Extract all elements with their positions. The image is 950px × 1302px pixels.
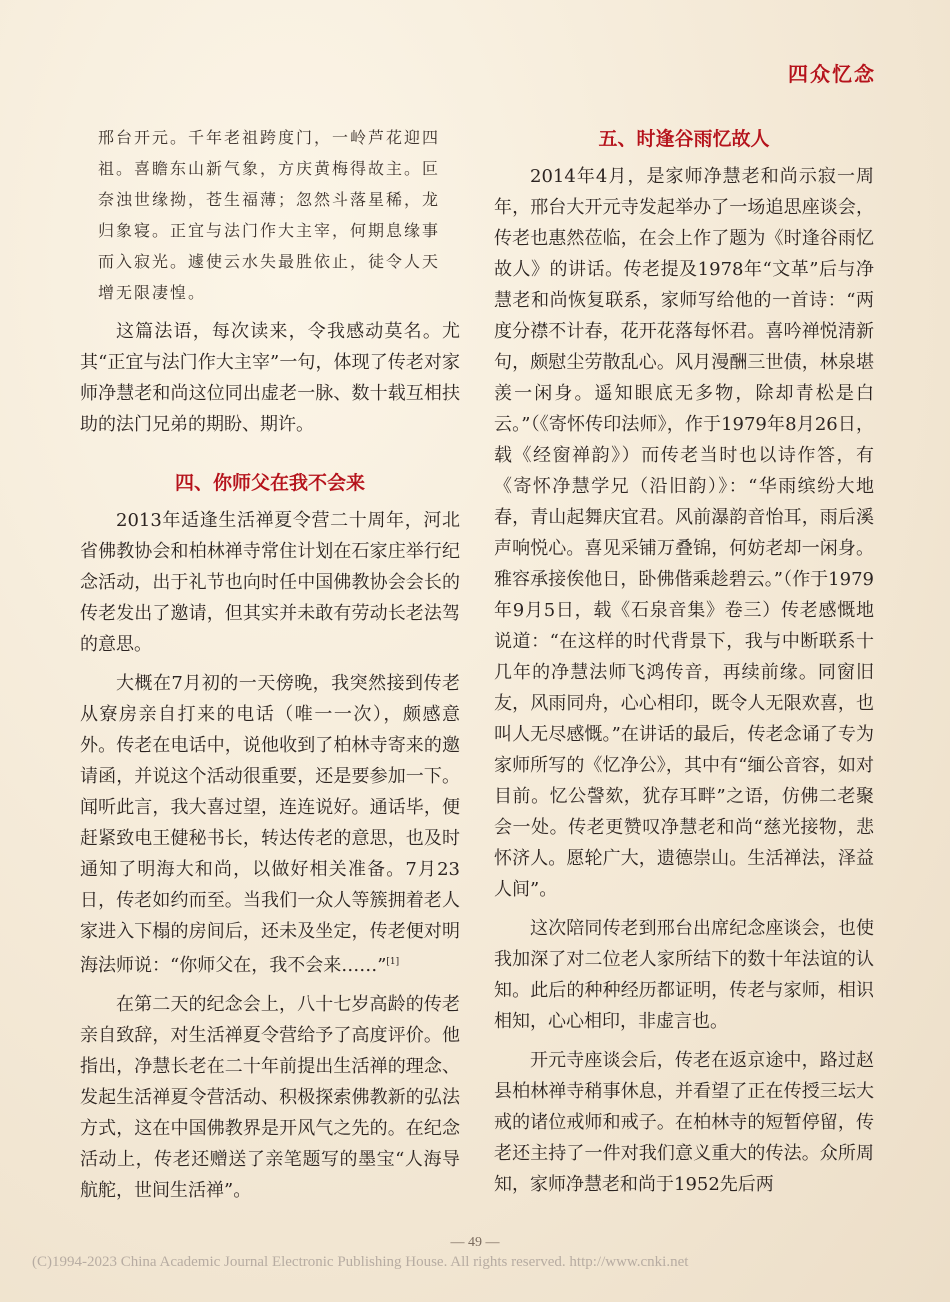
footnote-ref[interactable]: [1] [386, 957, 400, 967]
copyright-notice: (C)1994-2023 China Academic Journal Electronic Publishing House. All rights reserved. http://www.cnki.net [32, 1254, 689, 1270]
paragraph: 2014年4月，是家师净慧老和尚示寂一周年，邢台大开元寺发起举办了一场追思座谈会，传老也惠然莅临，在会上作了题为《时逢谷雨忆故人》的讲话。传老提及1978年“文革”后与净慧老和尚恢复联系，家师写给他的一首诗：“两度分襟不计春，花开花落每怀君。喜吟禅悦清新句，颇慰尘劳散乱心。风月漫酬三世债，林泉堪羡一闲身。遥知眼底无多物，除却青松是白云。”（《寄怀传印法师》，作于1979年8月26日，载《经窗禅韵》）而传老当时也以诗作答，有《寄怀净慧学兄（沿旧韵）》：“华雨缤纷大地春，青山起舞庆宜君。风前瀑韵音怡耳，雨后溪声响悦心。喜见采铺万叠锦，何妨老却一闲身。雅容承接俟他日，卧佛偕乘趁碧云。”（作于1979年9月5日，载《石泉音集》卷三）传老感慨地说道：“在这样的时代背景下，我与中断联系十几年的净慧法师飞鸿传音，再续前缘。同窗旧友，风雨同舟，心心相印，既令人无限欢喜，也叫人无尽感慨。”在讲话的最后，传老念诵了专为家师所写的《忆净公》，其中有“缅公音容，如对目前。忆公謦欬，犹存耳畔”之语，仿佛二老聚会一处。传老更赞叹净慧老和尚“慈光接物，悲怀济人。愿轮广大，遗德崇山。生活禅法，泽益人间”。 [494, 166, 874, 900]
column-header-mark: 四众忆念 [788, 62, 876, 86]
quote-line: 奈浊世缘拗，苍生福薄；忽然斗落星稀，龙 [98, 190, 441, 209]
paragraph-with-note [80, 668, 460, 981]
quote-line: 而入寂光。遽使云水失最胜依止，徒令人天 [98, 252, 441, 271]
dharma-quote [80, 122, 460, 308]
section-5-title: 五、时逢谷雨忆故人 [598, 128, 770, 150]
quote-line: 祖。喜瞻东山新气象，方庆黄梅得故主。叵 [98, 159, 441, 178]
page-number: — 49 — [450, 1235, 500, 1250]
quote-line: 邢台开元。千年老祖跨度门，一岭芦花迎四 [98, 128, 441, 147]
paragraph: 这次陪同传老到邢台出席纪念座谈会，也使我加深了对二位老人家所结下的数十年法谊的认知。此后的种种经历都证明，传老与家师，相识相知，心心相印，非虚言也。 [494, 918, 874, 1032]
quote-line: 归象寝。正宜与法门作大主宰，何期息缘事 [98, 221, 441, 240]
quote-line: 增无限凄惶。 [98, 283, 207, 302]
paragraph: 2013年适逢生活禅夏令营二十周年，河北省佛教协会和柏林禅寺常住计划在石家庄举行纪念活动，出于礼节也向时任中国佛教协会会长的传老发出了邀请，但其实并未敢有劳动长老法驾的意思。 [80, 510, 460, 655]
right-column [494, 122, 874, 1200]
paragraph: 这篇法语，每次读来，令我感动莫名。尤其“正宜与法门作大主宰”一句，体现了传老对家师净慧老和尚这位同出虚老一脉、数十载互相扶助的法门兄弟的期盼、期许。 [80, 321, 460, 435]
paragraph-text: 大概在7月初的一天傍晚，我突然接到传老从寮房亲自打来的电话（唯一一次），颇感意外。传老在电话中，说他收到了柏林寺寄来的邀请函，并说这个活动很重要，还是要参加一下。闻听此言，我大喜过望，连连说好。通话毕，便赶紧致电王健秘书长，转达传老的意思，也及时通知了明海大和尚，以做好相关准备。7月23日，传老如约而至。当我们一众人等簇拥着老人家进入下榻的房间后，还未及坐定，传老便对明海法师说：“你师父在，我不会来……” [80, 673, 460, 976]
section-4-title: 四、你师父在我不会来 [174, 472, 365, 494]
paragraph: 在第二天的纪念会上，八十七岁高龄的传老亲自致辞，对生活禅夏令营给予了高度评价。他指出，净慧长老在二十年前提出生活禅的理念、发起生活禅夏令营活动、积极探索佛教新的弘法方式，这在中国佛教界是开风气之先的。在纪念活动上，传老还赠送了亲笔题写的墨宝“人海导航舵，世间生活禅”。 [80, 994, 460, 1201]
paragraph: 开元寺座谈会后，传老在返京途中，路过赵县柏林禅寺稍事休息，并看望了正在传授三坛大戒的诸位戒师和戒子。在柏林寺的短暂停留，传老还主持了一件对我们意义重大的传法。众所周知，家师净慧老和尚于1952先后两 [494, 1050, 874, 1195]
left-column [80, 122, 460, 1206]
